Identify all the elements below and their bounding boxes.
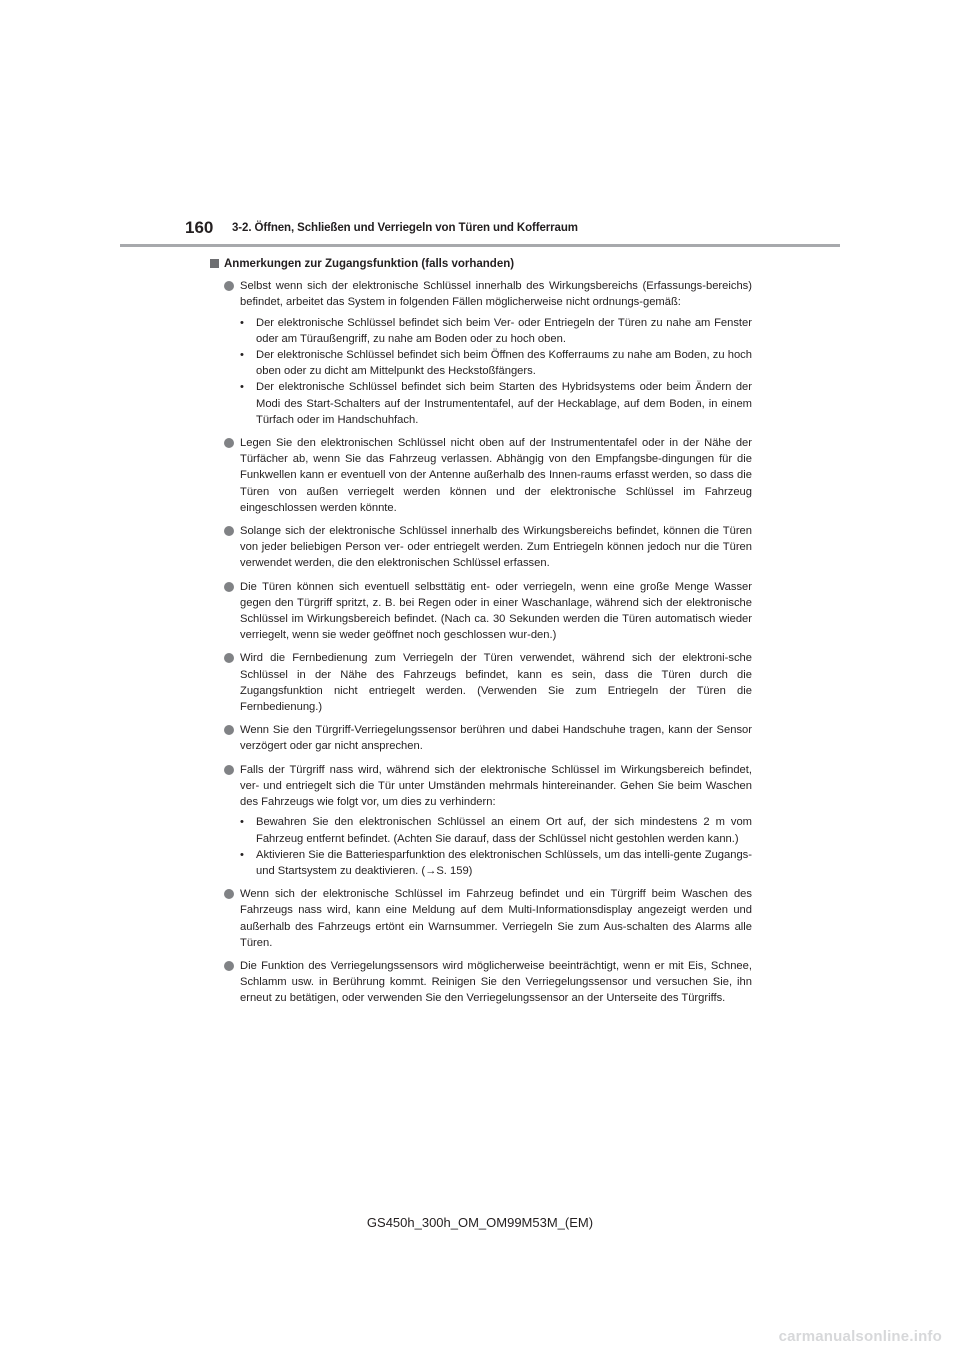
list-item-text: Wenn sich der elektronische Schlüssel im Fahrzeug befindet und ein Türgriff beim Waschen des Fahrzeugs nass wird, kann eine Meldung auf dem Multi-Informationsdisplay angezeigt werden und außerhalb des Fahrzeugs ertönt ein Warnsummer. Verriegeln Sie zum Aus-schalten des Alarms alle Türen. [240, 888, 752, 949]
list-item-text: Wird die Fernbedienung zum Verriegeln der Türen verwendet, während sich der elektroni-sche Schlüssel in der Nähe des Fahrzeugs befindet, kann es sein, dass die Türen durch die Zugangsfunktion nicht entriegelt werden. (Verwenden Sie zum Entriegeln der Türen die Fernbedienung.) [240, 652, 752, 714]
chapter-heading: 3-2. Öffnen, Schließen und Verriegeln von Türen und Kofferraum [232, 222, 578, 234]
dot-bullet-icon: • [240, 316, 244, 329]
list-item-text: Legen Sie den elektronischen Schlüssel nicht oben auf der Instrumententafel oder in der Nähe der Türfächer ab, wenn Sie das Fahrzeug verlassen. Abhängig von den Empfangsbe-dingungen für die Funkwellen kann er eventuell von der Antenne außerhalb des Innen-raums erfasst werden, so dass die Türen von außen verriegelt werden können und der elektronische Schlüssel im Fahrzeug eingeschlossen werden könnte. [240, 437, 752, 514]
list-item [208, 886, 752, 951]
dot-bullet-icon: • [240, 381, 244, 394]
sub-list-item-text: Der elektronische Schlüssel befindet sich beim Öffnen des Kofferraums zu nahe am Boden, zu hoch oben oder zu dicht am Mittelpunkt des Heckstoßfängers. [256, 349, 752, 378]
sub-list-item [240, 814, 752, 846]
round-bullet-icon [224, 765, 234, 775]
round-bullet-icon [224, 582, 234, 592]
list-item [208, 278, 752, 428]
list-item [208, 435, 752, 516]
sub-list-item [240, 347, 752, 379]
sub-list-item-text: Der elektronische Schlüssel befindet sich beim Starten des Hybridsystems oder beim Ändern der Modi des Start-Schalters auf der Instrumententafel, auf der Heckablage, auf dem Boden, in einem Türfach oder im Handschuhfach. [256, 381, 752, 426]
round-bullet-icon [224, 889, 234, 899]
list-item [208, 762, 752, 879]
watermark-logo: carmanualsonline.info [778, 1328, 942, 1345]
list-item-text: Die Türen können sich eventuell selbsttätig ent- oder verriegeln, wenn eine große Menge Wasser gegen den Türgriff spritzt, z. B. bei Regen oder in einer Waschanlage, während sich der elektronische Schlüssel im Wirkungsbereich befindet. (Nach ca. 30 Sekunden werden die Türen automatisch wieder verriegelt, wenn sie weder geöffnet noch geschlossen wur-den.) [240, 580, 752, 642]
sub-list-item-text: Aktivieren Sie die Batteriesparfunktion des elektronischen Schlüssels, um das intelli-gente Zugangs- und Startsystem zu deaktivieren. (→S. 159) [256, 848, 752, 877]
round-bullet-icon [224, 725, 234, 735]
square-bullet-icon [210, 259, 219, 268]
section-title [208, 256, 752, 272]
round-bullet-icon [224, 653, 234, 663]
dot-bullet-icon: • [240, 816, 244, 829]
list-item-text: Selbst wenn sich der elektronische Schlüssel innerhalb des Wirkungsbereichs (Erfassungs-bereichs) befindet, arbeitet das System in folgenden Fällen möglicherweise nicht ordnungs-gemäß: [240, 280, 752, 309]
list-item-text: Solange sich der elektronische Schlüssel innerhalb des Wirkungsbereichs befindet, können die Türen von jeder beliebigen Person ver- oder entriegelt werden. Zum Entriegeln können jedoch nur die Türen verwendet werden, die den elektronischen Schlüssel erfassen. [240, 525, 752, 570]
document-code: GS450h_300h_OM_OM99M53M_(EM) [366, 1215, 594, 1230]
section-title-text: Anmerkungen zur Zugangsfunktion (falls vorhanden) [224, 258, 515, 270]
round-bullet-icon [224, 526, 234, 536]
list-item-text: Die Funktion des Verriegelungssensors wird möglicherweise beeinträchtigt, wenn er mit Eis, Schnee, Schlamm usw. in Berührung kommt. Reinigen Sie den Verriegelungssensor und versuchen Sie, ihn erneut zu betätigen, oder verwenden Sie den Verriegelungssensor an der Unterseite des Türgriffs. [240, 959, 752, 1005]
list-item [208, 650, 752, 715]
list-item-text: Falls der Türgriff nass wird, während sich der elektronische Schlüssel im Wirkungsbereich befindet, ver- und entriegelt sich die Tür unter Umständen mehrmals hintereinander. Gehen Sie beim Waschen des Fahrzeugs wie folgt vor, um dies zu verhindern: [240, 763, 752, 809]
list-item [208, 579, 752, 644]
dot-bullet-icon: • [240, 848, 244, 861]
notes-list [208, 278, 752, 1006]
sub-list-item [240, 315, 752, 347]
sub-list [240, 315, 752, 428]
round-bullet-icon [224, 281, 234, 291]
sub-list [240, 814, 752, 879]
round-bullet-icon [224, 438, 234, 448]
list-item [208, 958, 752, 1007]
list-item [208, 523, 752, 572]
list-item [208, 722, 752, 754]
dot-bullet-icon: • [240, 349, 244, 362]
page-number: 160 [185, 218, 214, 237]
page-content [208, 256, 752, 1014]
header-divider [120, 244, 840, 247]
round-bullet-icon [224, 961, 234, 971]
list-item-text: Wenn Sie den Türgriff-Verriegelungssensor berühren und dabei Handschuhe tragen, kann der Sensor verzögert oder gar nicht ansprechen. [240, 724, 752, 753]
sub-list-item-text: Bewahren Sie den elektronischen Schlüssel an einem Ort auf, der sich mindestens 2 m vom Fahrzeug entfernt befindet. (Achten Sie darauf, dass der Schlüssel nicht gestohlen werden kann.) [256, 816, 752, 845]
sub-list-item-text: Der elektronische Schlüssel befindet sich beim Ver- oder Entriegeln der Türen zu nahe am Fenster oder am Türaußengriff, zu nahe am Boden oder zu hoch oben. [256, 316, 752, 345]
sub-list-item [240, 379, 752, 428]
sub-list-item [240, 847, 752, 879]
